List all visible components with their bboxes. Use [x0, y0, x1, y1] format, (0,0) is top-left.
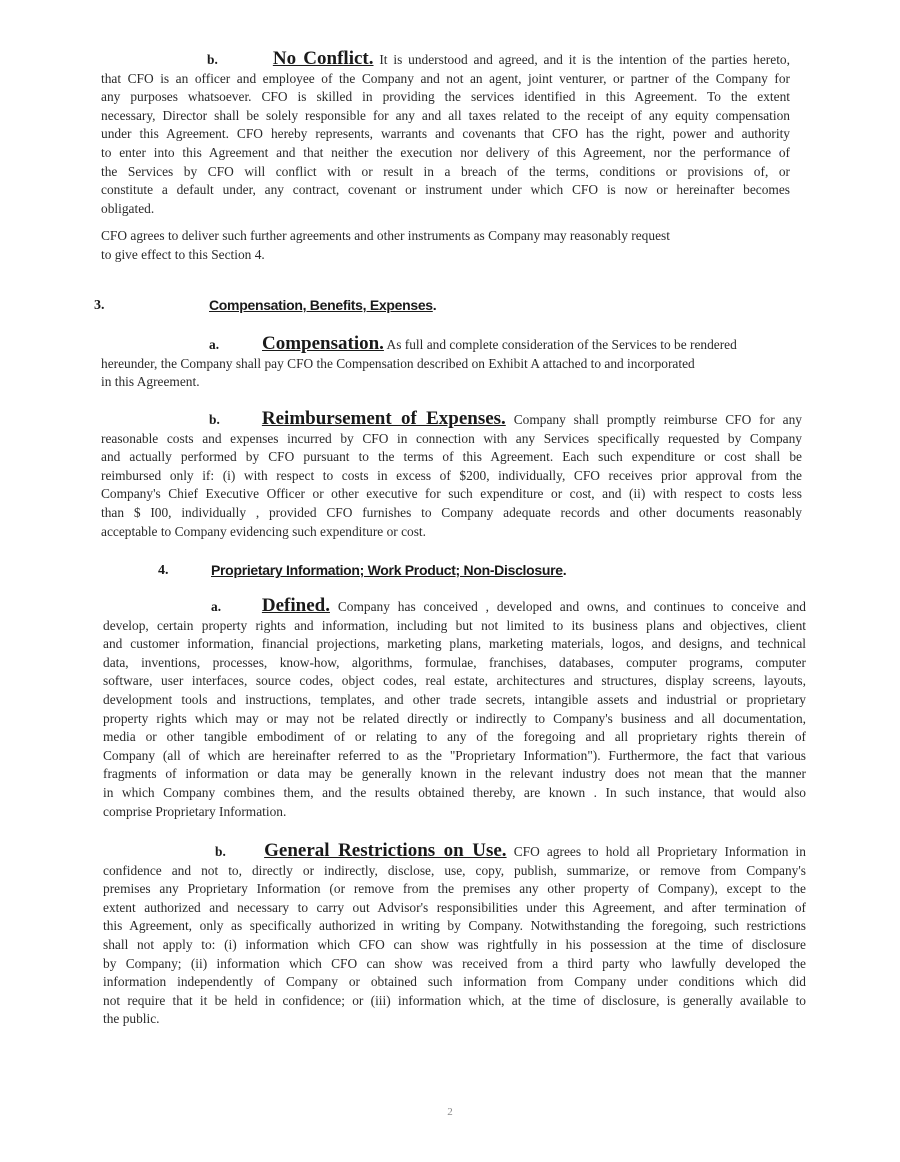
page-number: 2	[447, 1106, 453, 1118]
section-title-text: Proprietary Information; Work Product; Non-Disclosure	[211, 562, 563, 578]
paragraph-line: Company shall promptly reimburse CFO for any	[513, 412, 802, 427]
restrictions-paragraph	[103, 842, 806, 1029]
section-title-period: .	[562, 562, 567, 578]
paragraph-line: development tools and instructions, templates, and other trade secrets, intangible assets and industrial or proprietary	[103, 691, 806, 707]
paragraph-line: fragments of information or data may be generally known in the relevant industry does not mean that the manner	[103, 766, 806, 782]
paragraph-line: software, user interfaces, source codes, object codes, real estate, architectures and structures, display screens, layouts,	[103, 673, 806, 689]
paragraph-line: develop, certain property rights and information, including but not limited to its business plans and objectives, client	[103, 617, 806, 633]
paragraph-line: CFO agrees to deliver such further agreements and other instruments as Company may reasonably request	[101, 228, 670, 243]
paragraph-line: than $ I00, individually , provided CFO furnishes to Company adequate records and other documents reasonably	[101, 504, 802, 520]
paragraph-line: hereunder, the Company shall pay CFO the Compensation described on Exhibit A attached to and incorporated	[101, 355, 695, 371]
paragraph-line: by Company; (ii) information which CFO can show was received from a third party who lawfully developed the	[103, 955, 806, 971]
reimbursement-label: b.	[209, 412, 220, 427]
section-number: 4.	[158, 563, 169, 578]
paragraph-line: comprise Proprietary Information.	[103, 803, 287, 819]
paragraph-line: Company has conceived , developed and owns, and continues to conceive and	[337, 599, 806, 614]
compensation-paragraph	[101, 335, 781, 392]
restrictions-label: b.	[215, 844, 226, 859]
paragraph-line: As full and complete consideration of the Services to be rendered	[386, 337, 737, 352]
no-conflict-title: No Conflict.	[272, 50, 374, 69]
paragraph-line: reimbursed only if: (i) with respect to costs in excess of $200, individually, CFO receives prior approval from the	[101, 467, 802, 483]
paragraph-line: to give effect to this Section 4.	[101, 246, 265, 262]
paragraph-line: in this Agreement.	[101, 374, 200, 390]
paragraph-line: and actually performed by CFO pursuant to the terms of this Agreement. Each such expenditure or cost shall be	[101, 449, 802, 465]
paragraph-line: necessary, Director shall be solely responsible for any and all taxes related to the receipt of any equity compensation	[101, 107, 790, 123]
section-number: 3.	[94, 298, 105, 313]
section-3-heading	[94, 298, 105, 314]
defined-title: Defined.	[261, 597, 330, 616]
paragraph-line: to enter into this Agreement and that neither the execution nor delivery of this Agreement, nor the performance of	[101, 144, 790, 160]
defined-label: a.	[211, 599, 222, 614]
paragraph-line: extent authorized and necessary to carry out Advisor's responsibilities under this Agreement, and after termination of	[103, 899, 806, 915]
paragraph-line: CFO agrees to hold all Proprietary Information in	[513, 844, 806, 859]
defined-paragraph	[103, 597, 806, 821]
paragraph-line: and customer information, financial projections, marketing plans, marketing materials, logos, and designs, and technical	[103, 636, 806, 652]
reimbursement-title: Reimbursement of Expenses.	[261, 410, 506, 429]
paragraph-line: that CFO is an officer and employee of the Company and not an agent, joint venturer, or partner of the Company for	[101, 70, 790, 86]
paragraph-line: media or other tangible embodiment of or relating to any of the foregoing and all proprietary rights therein of	[103, 729, 806, 745]
paragraph-line: premises any Proprietary Information (or remove from the premises any other property of Company), except to the	[103, 881, 806, 897]
paragraph-line: the Services by CFO will conflict with or result in a breach of the terms, conditions or provisions of, or	[101, 163, 790, 179]
section-4-title	[211, 562, 566, 580]
further-agreements-paragraph	[101, 227, 741, 264]
compensation-title: Compensation.	[262, 333, 384, 354]
paragraph-line: acceptable to Company evidencing such expenditure or cost.	[101, 523, 426, 539]
paragraph-line: any purposes whatsoever. CFO is skilled in providing the services identified in this Agreement. To the extent	[101, 89, 790, 105]
paragraph-line: not require that it be held in confidence; or (iii) information which, at the time of disclosure, is generally available to	[103, 992, 806, 1008]
paragraph-line: shall not apply to: (i) information which CFO can show was rightfully in his possession at the time of disclosure	[103, 936, 806, 952]
reimbursement-paragraph	[101, 410, 802, 541]
compensation-label: a.	[209, 337, 220, 352]
paragraph-line: constitute a default under, any contract, covenant or instrument under which CFO is now or hereinafter becomes	[101, 182, 790, 198]
section-3-title	[209, 297, 436, 315]
paragraph-line: data, inventions, processes, know-how, algorithms, formulae, franchises, databases, computer programs, computer	[103, 654, 806, 670]
paragraph-line: It is understood and agreed, and it is the intention of the parties hereto,	[379, 52, 790, 67]
paragraph-line: information independently of Company or obtained such information from Company under conditions which did	[103, 974, 806, 990]
paragraph-line: Company (all of which are hereinafter referred to as the "Proprietary Information"). Furthermore, the fact that various	[103, 747, 806, 763]
paragraph-line: this Agreement, only as specifically authorized in writing by Company. Notwithstanding the foregoing, such restrictions	[103, 918, 806, 934]
paragraph-line: the public.	[103, 1011, 160, 1027]
section-4-heading	[158, 563, 169, 579]
paragraph-line: reasonable costs and expenses incurred by CFO in connection with any Services specifically requested by Company	[101, 430, 802, 446]
paragraph-line: in which Company combines them, and the results obtained thereby, are known . In such instance, that would also	[103, 784, 806, 800]
paragraph-line: property rights which may or may not be related directly or indirectly to Company's business and all documentation,	[103, 710, 806, 726]
no-conflict-label: b.	[207, 52, 218, 67]
restrictions-title: General Restrictions on Use.	[264, 842, 507, 861]
no-conflict-paragraph	[101, 50, 790, 218]
section-title-text: Compensation, Benefits, Expenses	[209, 297, 433, 313]
section-title-period: .	[432, 297, 437, 313]
paragraph-line: confidence and not to, directly or indirectly, disclose, use, copy, publish, summarize, or remove from Company's	[103, 862, 806, 878]
paragraph-line: obligated.	[101, 200, 155, 216]
paragraph-line: Company's Chief Executive Officer or other executive for such expenditure or cost, and (ii) with respect to costs less	[101, 486, 802, 502]
paragraph-line: under this Agreement. CFO hereby represents, warrants and covenants that CFO has the right, power and authority	[101, 126, 790, 142]
